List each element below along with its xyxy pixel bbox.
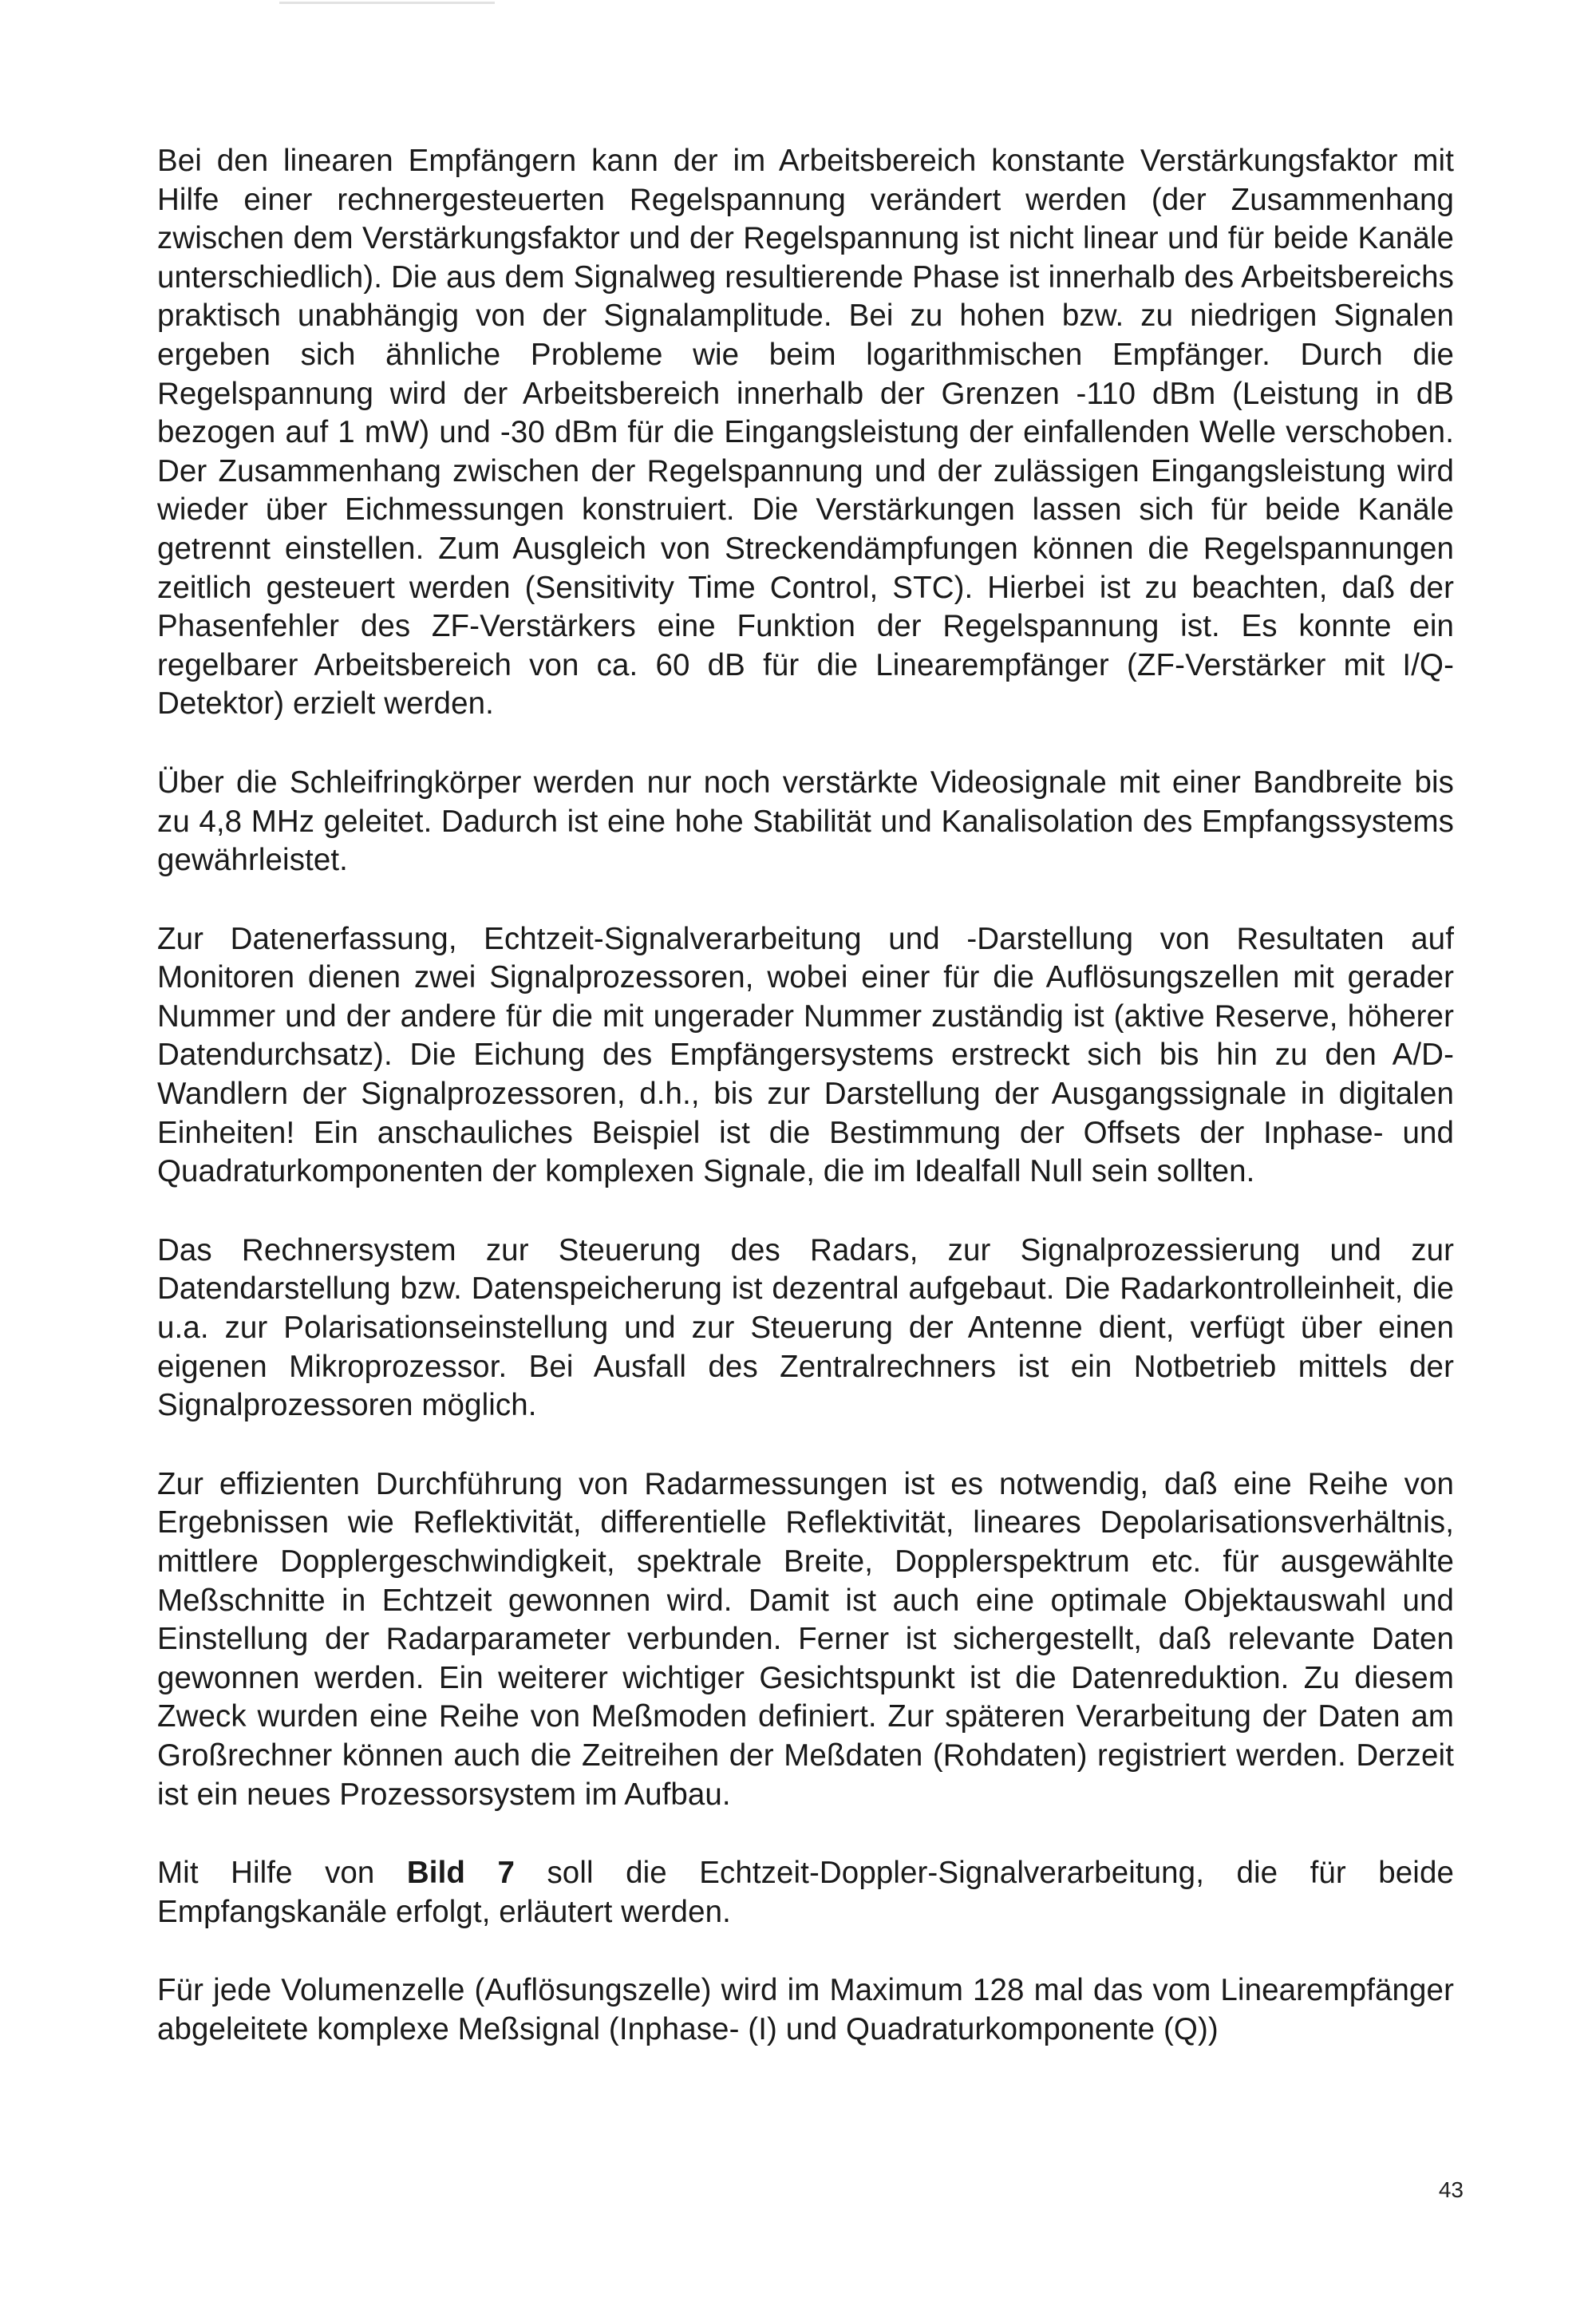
scan-artifact-line [279, 2, 495, 4]
page-number: 43 [1438, 2177, 1464, 2202]
paragraph-volume-cell: Für jede Volumenzelle (Auflösungszelle) wird im Maximum 128 mal das vom Linearempfänger abgeleitete komplexe Meßsignal (Inphase- (I) und Quadraturkomponente (Q)) [157, 1973, 1454, 2046]
paragraph-signal-processors: Zur Datenerfassung, Echtzeit-Signalverarbeitung und -Darstellung von Resultaten auf Monitoren dienen zwei Signalprozessoren, wobei einer für die Auflösungszellen mit gerader Nummer und der andere für die mit ungerader Nummer zuständig ist (aktive Reserve, höherer Datendurchsatz). Die Eichung des Empfängersystems erstreckt sich bis hin zu den A/D-Wandlern der Signalprozessoren, d.h., bis zur Darstellung der Ausgangssignale in digitalen Einheiten! Ein anschauliches Beispiel ist die Bestimmung der Offsets der Inphase- und Quadraturkomponenten der komplexen Signale, die im Idealfall Null sein sollten. [157, 921, 1454, 1189]
figure-ref-bold: Bild 7 [406, 1856, 515, 1891]
body-text [157, 142, 1454, 2050]
paragraph-linear-receivers: Bei den linearen Empfängern kann der im Arbeitsbereich konstante Verstärkungsfaktor mit Hilfe einer rechnergesteuerten Regelspannung verändert werden (der Zusammenhang zwischen dem Verstärkungsfaktor und der Regelspannung ist nicht linear und für beide Kanäle unterschiedlich). Die aus dem Signalweg resultierende Phase ist innerhalb des Arbeitsbereichs praktisch unabhängig von der Signalamplitude. Bei zu hohen bzw. zu niedrigen Signalen ergeben sich ähnliche Probleme wie beim logarithmischen Empfänger. Durch die Regelspannung wird der Arbeitsbereich innerhalb der Grenzen -110 dBm (Leistung in dB bezogen auf 1 mW) und -30 dBm für die Eingangsleistung der einfallenden Welle verschoben. Der Zusammenhang zwischen der Regelspannung und der zulässigen Eingangsleistung wird wieder über Eichmessungen konstruiert. Die Verstärkungen lassen sich für beide Kanäle getrennt einstellen. Zum Ausgleich von Streckendämpfungen können die Regelspannungen zeitlich gesteuert werden (Sensitivity Time Control, STC). Hierbei ist zu beachten, daß der Phasenfehler des ZF-Verstärkers eine Funktion der Regelspannung ist. Es konnte ein regelbarer Arbeitsbereich von ca. 60 dB für die Linearempfänger (ZF-Verstärker mit I/Q-Detektor) erzielt werden. [157, 144, 1454, 722]
paragraph-radar-measurements: Zur effizienten Durchführung von Radarmessungen ist es notwendig, daß eine Reihe von Ergebnissen wie Reflektivität, differentielle Reflektivität, lineares Depolarisationsverhältnis, mittlere Dopplergeschwindigkeit, spektrale Breite, Dopplerspektrum etc. für ausgewählte Meßschnitte in Echtzeit gewonnen wird. Damit ist auch eine optimale Objektauswahl und Einstellung der Radarparameter verbunden. Ferner ist sichergestellt, daß relevante Daten gewonnen werden. Ein weiterer wichtiger Gesichtspunkt ist die Datenreduktion. Zu diesem Zweck wurden eine Reihe von Meßmoden definiert. Zur späteren Verarbeitung der Daten am Großrechner können auch die Zeitreihen der Meßdaten (Rohdaten) registriert werden. Derzeit ist ein neues Prozessorsystem im Aufbau. [157, 1466, 1454, 1812]
paragraph-computer-system: Das Rechnersystem zur Steuerung des Radars, zur Signalprozessierung und zur Datendarstellung bzw. Datenspeicherung ist dezentral aufgebaut. Die Radarkontrolleinheit, die u.a. zur Polarisationseinstellung und zur Steuerung der Antenne dient, verfügt über einen eigenen Mikroprozessor. Bei Ausfall des Zentralrechners ist ein Notbetrieb mittels der Signalprozessoren möglich. [157, 1232, 1454, 1423]
paragraph-figure-reference [157, 1854, 1454, 1932]
figure-ref-before: Mit Hilfe von [157, 1856, 407, 1891]
paragraph-slip-ring: Über die Schleifringkörper werden nur noch verstärkte Videosignale mit einer Bandbreite bis zu 4,8 MHz geleitet. Dadurch ist eine hohe Stabilität und Kanalisolation des Empfangssystems gewährleistet. [157, 765, 1454, 878]
figure-ref-after: soll die Echtzeit-Doppler-Signalverarbeitung, die für beide Empfangskanäle erfolgt, erläutert werden. [157, 1856, 1454, 1929]
